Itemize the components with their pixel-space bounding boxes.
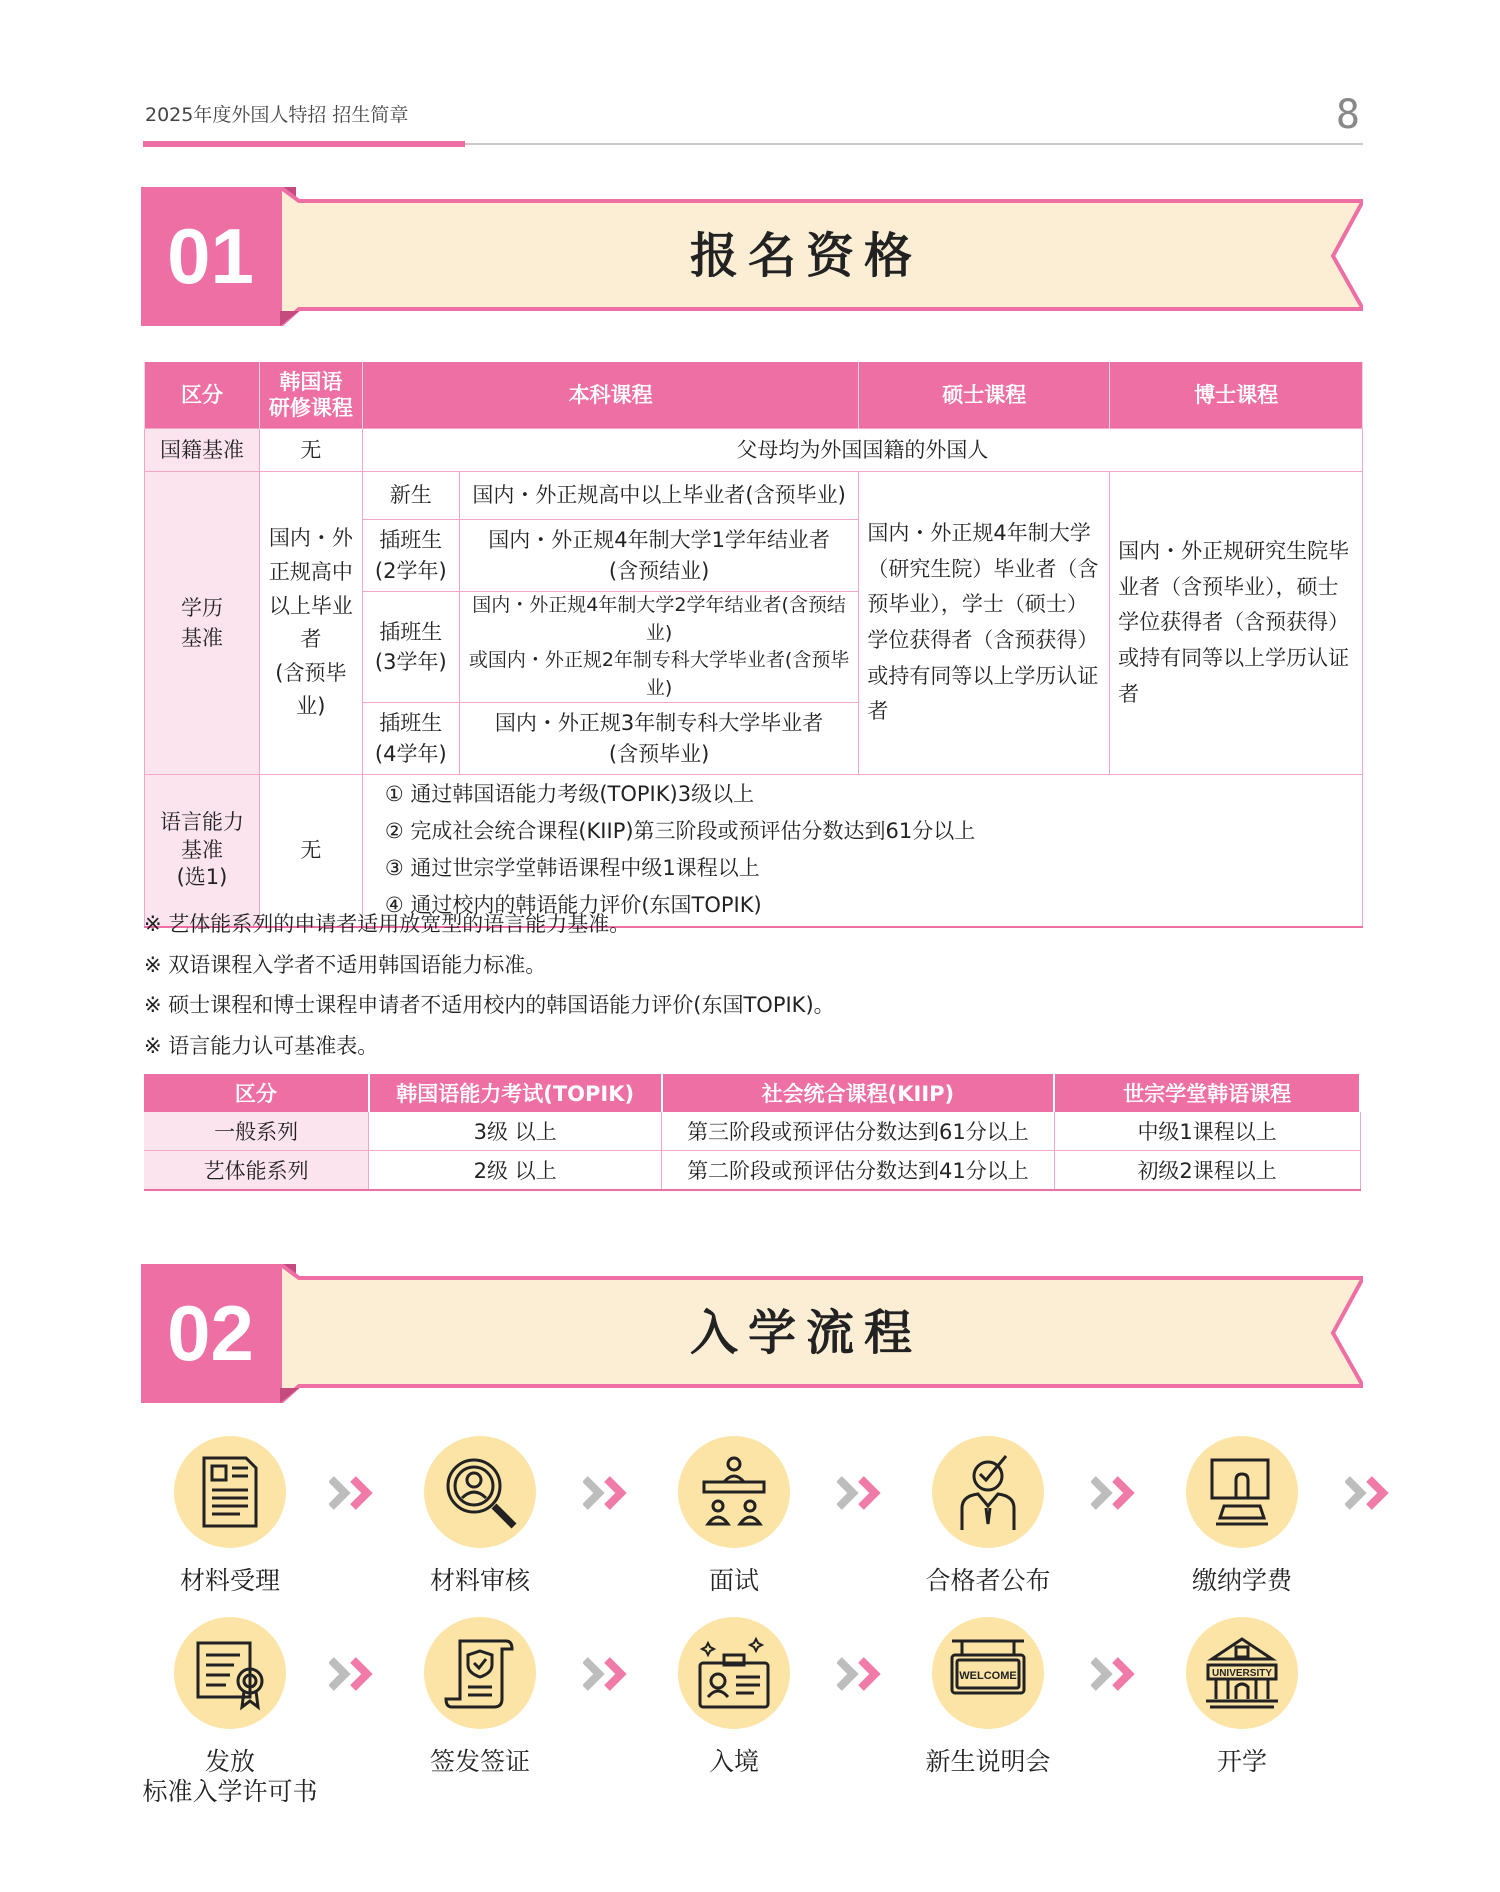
step-label: 面试 bbox=[708, 1566, 759, 1595]
std-header: 区分 bbox=[144, 1074, 369, 1112]
nationality-value: 父母均为外国国籍的外国人 bbox=[362, 429, 1362, 472]
header-category: 区分 bbox=[145, 362, 260, 429]
step-label: 签发签证 bbox=[429, 1747, 530, 1776]
document-title: 2025年度外国人特招 招生简章 bbox=[145, 104, 409, 126]
section-title: 报名资格 bbox=[689, 228, 922, 284]
language-korean: 无 bbox=[259, 775, 362, 927]
table-header-row bbox=[144, 1074, 1360, 1112]
note-item: ※ 双语课程入学者不适用韩国语能力标准。 bbox=[144, 952, 547, 977]
section-title: 入学流程 bbox=[689, 1305, 922, 1361]
double-chevron-arrow-icon bbox=[583, 1476, 631, 1510]
payment-terminal-icon bbox=[1186, 1436, 1298, 1548]
double-chevron-arrow-icon bbox=[583, 1657, 631, 1691]
visa-scroll-icon bbox=[424, 1617, 536, 1729]
header-undergrad: 本科课程 bbox=[362, 362, 859, 429]
edu-type-2: 插班生 (2学年) bbox=[362, 520, 459, 592]
process-step bbox=[370, 1436, 590, 1596]
edu-req-4: 国内・外正规3年制专科大学毕业者 (含预毕业) bbox=[459, 703, 859, 775]
table-header-row bbox=[145, 362, 1363, 429]
edu-req-1: 国内・外正规高中以上毕业者(含预毕业) bbox=[459, 472, 859, 520]
double-chevron-arrow-icon bbox=[837, 1657, 885, 1691]
table-row bbox=[144, 1151, 1360, 1191]
language-standard-table bbox=[144, 1074, 1361, 1191]
id-card-icon bbox=[678, 1617, 790, 1729]
section-banner-process bbox=[141, 1264, 1363, 1403]
std-header: 韩国语能力考试(TOPIK) bbox=[369, 1074, 662, 1112]
edu-req-3: 国内・外正规4年制大学2学年结业者(含预结业) 或国内・外正规2年制专科大学毕业者(含预毕业) bbox=[459, 592, 859, 703]
process-step bbox=[624, 1436, 844, 1596]
edu-type-4: 插班生 (4学年) bbox=[362, 703, 459, 775]
welcome-sign-icon bbox=[932, 1617, 1044, 1729]
note-item: ※ 硕士课程和博士课程申请者不适用校内的韩国语能力评价(东国TOPIK)。 bbox=[144, 993, 835, 1017]
notes bbox=[144, 904, 835, 1066]
section-banner-eligibility bbox=[141, 187, 1363, 326]
std-header: 社会统合课程(KIIP) bbox=[662, 1074, 1055, 1112]
document-icon bbox=[174, 1436, 286, 1548]
std-cell: 第二阶段或预评估分数达到41分以上 bbox=[662, 1151, 1055, 1191]
step-label: 新生说明会 bbox=[925, 1747, 1051, 1776]
process-step bbox=[370, 1617, 590, 1777]
table-row-education-1 bbox=[145, 472, 1363, 520]
double-chevron-arrow-icon bbox=[329, 1476, 377, 1510]
welcome-sign-text: WELCOME bbox=[959, 1670, 1017, 1682]
header-korean-course: 韩国语 研修课程 bbox=[259, 362, 362, 429]
eligibility-table bbox=[144, 362, 1363, 928]
std-header: 世宗学堂韩语课程 bbox=[1054, 1074, 1360, 1112]
education-doctor: 国内・外正规研究生院毕业者（含预毕业），硕士学位获得者（含预获得）或持有同等以上学历认证者 bbox=[1110, 472, 1363, 775]
edu-type-1: 新生 bbox=[362, 472, 459, 520]
double-chevron-arrow-icon bbox=[1091, 1476, 1139, 1510]
std-cell: 艺体能系列 bbox=[144, 1151, 369, 1191]
header-divider-accent bbox=[143, 141, 465, 147]
row-label-nationality: 国籍基准 bbox=[145, 429, 260, 472]
education-master: 国内・外正规4年制大学（研究生院）毕业者（含预毕业），学士（硕士）学位获得者（含预获得）或持有同等以上学历认证者 bbox=[859, 472, 1110, 775]
row-label-language: 语言能力 基准 (选1) bbox=[145, 775, 260, 927]
magnifier-review-icon bbox=[424, 1436, 536, 1548]
education-korean: 国内・外 正规高中 以上毕业 者 (含预毕业) bbox=[259, 472, 362, 775]
step-label: 合格者公布 bbox=[925, 1566, 1051, 1595]
double-chevron-arrow-icon bbox=[1345, 1476, 1393, 1510]
process-step bbox=[120, 1617, 340, 1807]
process-step bbox=[1132, 1436, 1352, 1596]
std-cell: 3级 以上 bbox=[369, 1112, 662, 1151]
language-item: ③ 通过世宗学堂韩语课程中级1课程以上 bbox=[384, 856, 760, 881]
page-number: 8 bbox=[1335, 92, 1360, 138]
header-doctor: 博士课程 bbox=[1110, 362, 1363, 429]
step-label: 发放 标准入学许可书 bbox=[142, 1747, 318, 1806]
language-item: ① 通过韩国语能力考级(TOPIK)3级以上 bbox=[384, 782, 755, 807]
double-chevron-arrow-icon bbox=[329, 1657, 377, 1691]
language-item: ② 完成社会统合课程(KIIP)第三阶段或预评估分数达到61分以上 bbox=[384, 819, 976, 844]
table-row-nationality bbox=[145, 429, 1363, 472]
process-step bbox=[1132, 1617, 1352, 1777]
edu-req-2: 国内・外正规4年制大学1学年结业者 (含预结业) bbox=[459, 520, 859, 592]
approved-person-icon bbox=[932, 1436, 1044, 1548]
process-step bbox=[878, 1436, 1098, 1596]
section-number: 02 bbox=[167, 1289, 254, 1377]
note-item: ※ 语言能力认可基准表。 bbox=[144, 1033, 379, 1058]
row-label-education: 学历 基准 bbox=[145, 472, 260, 775]
std-cell: 第三阶段或预评估分数达到61分以上 bbox=[662, 1112, 1055, 1151]
std-cell: 2级 以上 bbox=[369, 1151, 662, 1191]
step-label: 入境 bbox=[708, 1747, 759, 1776]
edu-type-3: 插班生 (3学年) bbox=[362, 592, 459, 703]
step-label: 缴纳学费 bbox=[1191, 1566, 1292, 1595]
step-label: 材料受理 bbox=[179, 1566, 280, 1595]
process-step bbox=[120, 1436, 340, 1596]
std-cell: 初级2课程以上 bbox=[1054, 1151, 1360, 1191]
header-master: 硕士课程 bbox=[859, 362, 1110, 429]
note-item: ※ 艺体能系列的申请者适用放宽型的语言能力基准。 bbox=[144, 912, 631, 936]
step-label: 开学 bbox=[1216, 1747, 1267, 1776]
table-row bbox=[144, 1112, 1360, 1151]
section-number: 01 bbox=[167, 212, 254, 300]
std-cell: 一般系列 bbox=[144, 1112, 369, 1151]
double-chevron-arrow-icon bbox=[1091, 1657, 1139, 1691]
step-label: 材料审核 bbox=[429, 1566, 530, 1595]
certificate-icon bbox=[174, 1617, 286, 1729]
nationality-korean: 无 bbox=[259, 429, 362, 472]
process-step bbox=[624, 1617, 844, 1777]
double-chevron-arrow-icon bbox=[837, 1476, 885, 1510]
university-icon bbox=[1186, 1617, 1298, 1729]
language-item: ④ 通过校内的韩语能力评价(东国TOPIK) bbox=[384, 893, 762, 918]
university-sign-text: UNIVERSITY bbox=[1211, 1668, 1273, 1679]
process-step bbox=[878, 1617, 1098, 1777]
interview-icon bbox=[678, 1436, 790, 1548]
std-cell: 中级1课程以上 bbox=[1054, 1112, 1360, 1151]
